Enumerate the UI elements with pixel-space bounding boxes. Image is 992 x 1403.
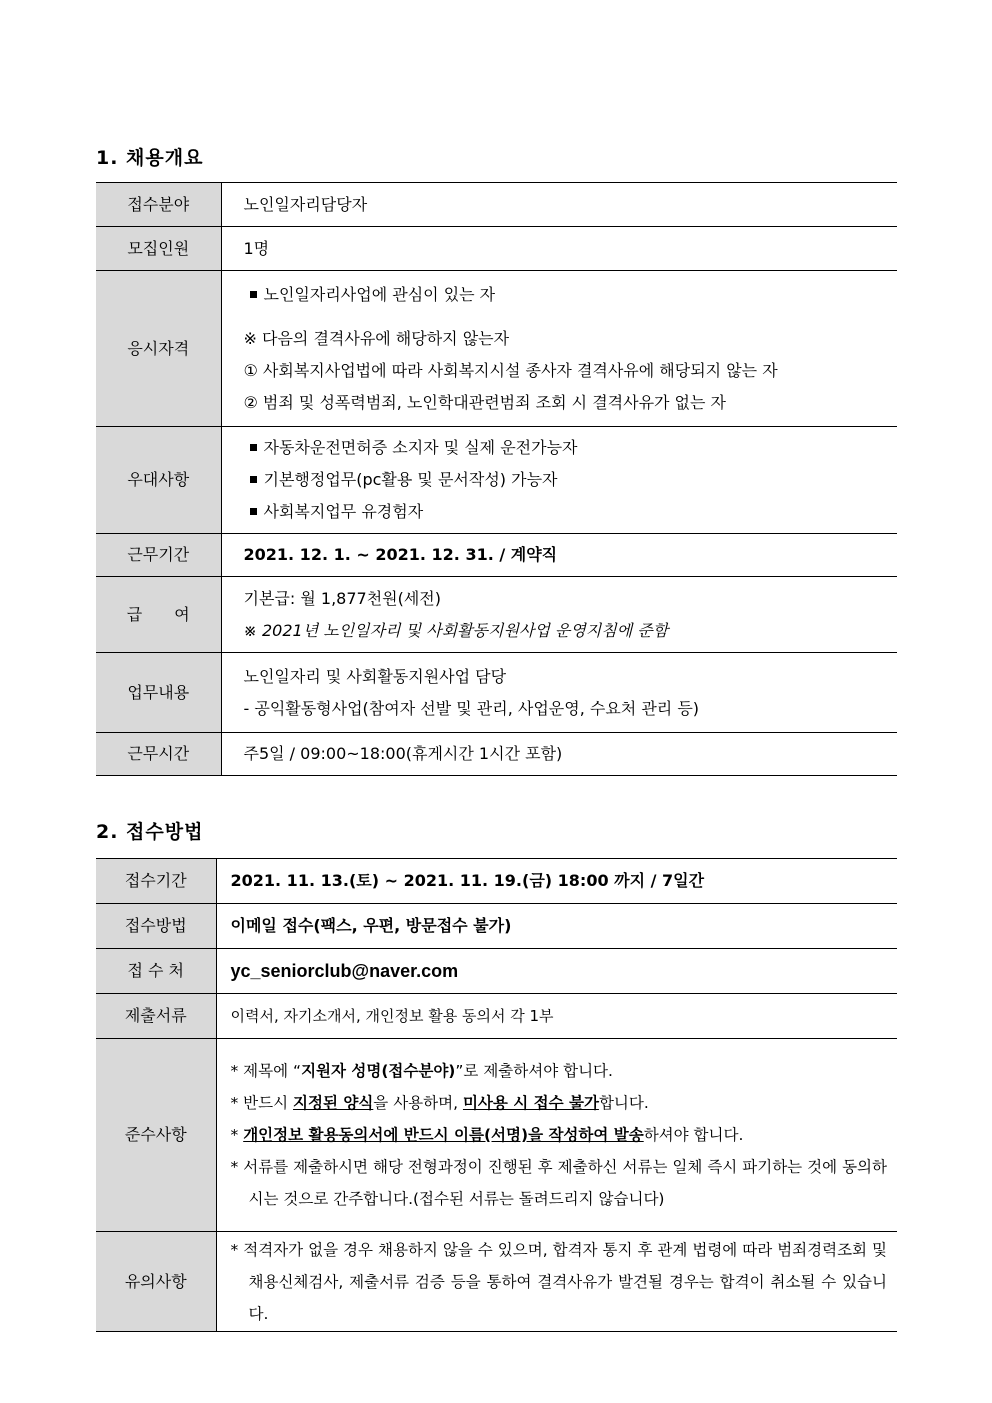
duty-line: - 공익활동형사업(참여자 선발 및 관리, 사업운영, 수요처 관리 등) <box>243 698 700 718</box>
table-row <box>96 1232 897 1332</box>
row-label: 접 수 처 <box>96 949 216 994</box>
duty-line: 노인일자리 및 사회활동지원사업 담당 <box>243 666 507 686</box>
application-period-value: 2021. 11. 13.(토) ~ 2021. 11. 19.(금) 18:00 까지 / 7일간 <box>216 859 897 904</box>
caution-text: * 적격자가 없을 경우 채용하지 않을 수 있으며, 합격자 통지 후 관계 법령에 따라 범죄경력조회 및 채용신체검사, 제출서류 검증 등을 통하여 결격사유가 발견될 경우는 합격이 취소될 수 있습니다. <box>230 1240 887 1323</box>
row-label: 제출서류 <box>96 994 216 1039</box>
square-bullet-icon <box>250 444 257 451</box>
work-hours-value: 주5일 / 09:00~18:00(휴게시간 1시간 포함) <box>221 733 897 776</box>
row-label: 접수방법 <box>96 904 216 949</box>
application-method-value: 이메일 접수(팩스, 우편, 방문접수 불가) <box>216 904 897 949</box>
salary-base: 기본급: 월 1,877천원(세전) <box>243 588 441 608</box>
table-row <box>96 904 897 949</box>
qual-item-2: ② 범죄 및 성폭력범죄, 노인학대관련범죄 조회 시 결격사유가 없는 자 <box>243 392 727 412</box>
table-row <box>96 653 897 733</box>
table-row <box>96 1039 897 1232</box>
row-label: 근무기간 <box>96 534 221 577</box>
table-row <box>96 271 897 427</box>
work-period-value: 2021. 12. 1. ~ 2021. 12. 31. / 계약직 <box>221 534 897 577</box>
salary-note: ※ 2021년 노인일자리 및 사회활동지원사업 운영지침에 준함 <box>243 620 669 640</box>
row-label: 유의사항 <box>96 1232 216 1332</box>
row-label: 근무시간 <box>96 733 221 776</box>
row-label: 접수분야 <box>96 183 221 227</box>
table-row <box>96 534 897 577</box>
table-row <box>96 994 897 1039</box>
section-1-title: 1. 채용개요 <box>96 147 204 169</box>
field-value: 노인일자리담당자 <box>221 183 897 227</box>
count-value: 1명 <box>221 227 897 271</box>
pref-item: 사회복지업무 유경험자 <box>263 502 424 521</box>
row-label: 급 여 <box>96 577 221 653</box>
rule-item: * 서류를 제출하시면 해당 전형과정이 진행된 후 제출하신 서류는 일체 즉시 파기하는 것에 동의하시는 것으로 간주합니다.(접수된 서류는 돌려드리지 않습니다) <box>230 1158 887 1208</box>
row-label: 접수기간 <box>96 859 216 904</box>
table-row <box>96 949 897 994</box>
qual-bullet: 노인일자리사업에 관심이 있는 자 <box>263 284 496 304</box>
recruitment-overview-table <box>96 182 897 776</box>
square-bullet-icon <box>250 508 257 515</box>
qualification-content <box>221 271 897 427</box>
table-row <box>96 427 897 534</box>
row-label: 업무내용 <box>96 653 221 733</box>
table-row <box>96 183 897 227</box>
pref-item: 기본행정업무(pc활용 및 문서작성) 가능자 <box>263 470 558 489</box>
rule-item: * 반드시 지정된 양식을 사용하며, 미사용 시 접수 불가합니다. <box>230 1094 649 1112</box>
section-2-title: 2. 접수방법 <box>96 821 204 843</box>
rules-content <box>216 1039 897 1232</box>
email-address: yc_seniorclub@naver.com <box>216 949 897 994</box>
rule-item: * 제목에 “지원자 성명(접수분야)”로 제출하셔야 합니다. <box>230 1062 613 1080</box>
table-row <box>96 859 897 904</box>
application-method-table <box>96 858 897 1332</box>
preference-content <box>221 427 897 534</box>
table-row <box>96 577 897 653</box>
row-label: 우대사항 <box>96 427 221 534</box>
rule-item: * 개인정보 활용동의서에 반드시 이름(서명)을 작성하여 발송하셔야 합니다. <box>230 1126 744 1144</box>
duty-content <box>221 653 897 733</box>
square-bullet-icon <box>250 291 257 298</box>
square-bullet-icon <box>250 476 257 483</box>
salary-content <box>221 577 897 653</box>
qual-item-1: ① 사회복지사업법에 따라 사회복지시설 종사자 결격사유에 해당되지 않는 자 <box>243 360 778 380</box>
caution-content <box>216 1232 897 1332</box>
qual-note: ※ 다음의 결격사유에 해당하지 않는자 <box>243 328 510 348</box>
row-label: 준수사항 <box>96 1039 216 1232</box>
pref-item: 자동차운전면허증 소지자 및 실제 운전가능자 <box>263 438 578 457</box>
row-label: 모집인원 <box>96 227 221 271</box>
documents-value: 이력서, 자기소개서, 개인정보 활용 동의서 각 1부 <box>216 994 897 1039</box>
table-row <box>96 733 897 776</box>
table-row <box>96 227 897 271</box>
row-label: 응시자격 <box>96 271 221 427</box>
